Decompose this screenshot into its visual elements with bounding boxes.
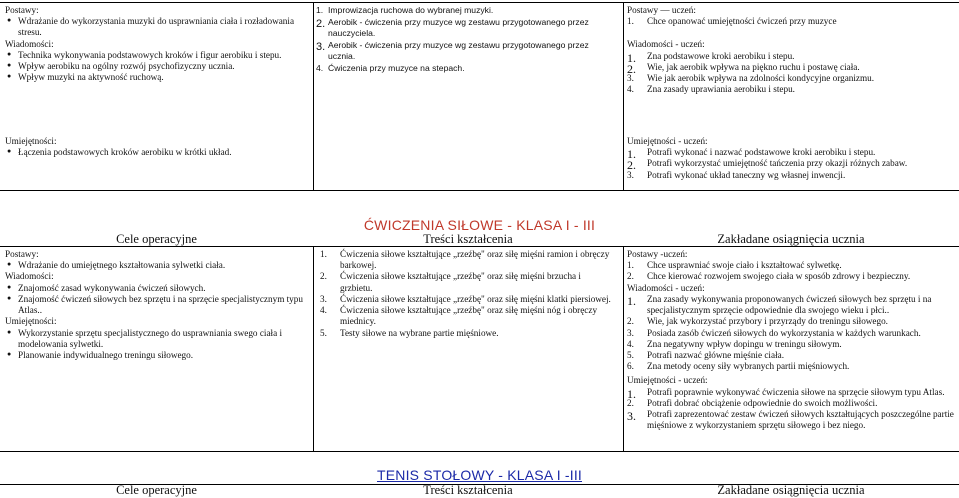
postawy-label: Postawy:	[5, 5, 39, 15]
top-border	[0, 2, 959, 3]
list-item: 2. Wie, jak aerobik wpływa na piękno ruchu i postawę ciała.	[627, 61, 860, 76]
list-item: 4. Ćwiczenia przy muzyce na stepach.	[316, 62, 465, 73]
wiadomosci-list	[5, 50, 307, 84]
list-item: 1. Potrafi poprawnie wykonywać ćwiczenia siłowe na sprzęcie siłowym typu Atlas.	[627, 386, 945, 401]
list-item: 1. Ćwiczenia siłowe kształtujące „rzeźbę" oraz siłę mięśni ramion i obręczy barkowej.	[320, 249, 610, 271]
list-item: 2. Chce kierować rozwojem swojego ciała w sposób zdrowy i bezpieczny.	[627, 271, 911, 282]
wiadomosci-uczen-list	[627, 294, 955, 373]
list-item: 3. Potrafi wykonać układ taneczny wg własnej inwencji.	[627, 169, 846, 180]
list-item: 4. Zna negatywny wpływ dopingu w treningu siłowym.	[627, 338, 842, 349]
column-header-goals: Cele operacyjne	[116, 483, 197, 497]
postawy-list	[5, 260, 307, 271]
list-item: 4. Zna zasady uprawiania aerobiku i stepu.	[627, 84, 795, 95]
section1-goals-cell	[5, 5, 307, 84]
list-item: 3. Ćwiczenia siłowe kształtujące „rzeźbę" oraz siłę mięśni klatki piersiowej.	[320, 293, 611, 304]
wiadomosci-uczen-label: Wiadomości - uczeń:	[627, 39, 705, 50]
list-item: ● Technika wykonywania podstawowych kroków i figur aerobiku i stepu.	[18, 50, 307, 61]
list-item: 1. Chce opanować umiejętności ćwiczeń przy muzyce	[627, 16, 837, 27]
list-item: 3. Posiada zasób ćwiczeń siłowych do wykorzystania w każdych warunkach.	[627, 327, 921, 338]
wiadomosci-uczen-list	[627, 51, 955, 96]
umiejetnosci-uczen-label: Umiejętności - uczeń:	[627, 375, 708, 386]
section2-outcomes-cell	[627, 249, 955, 432]
column-header-content: Treści kształcenia	[423, 483, 513, 497]
wiadomosci-label: Wiadomości:	[5, 38, 54, 49]
list-item: ● Wpływ muzyki na aktywność ruchową.	[18, 72, 307, 83]
column-header-content: Treści kształcenia	[423, 232, 513, 246]
list-item: ● Znajomość ćwiczeń siłowych bez sprzętu i na sprzęcie specjalistycznym typu Atlas..	[18, 294, 307, 316]
list-item: 1. Zna podstawowe kroki aerobiku i stepu.	[627, 50, 795, 65]
umiejetnosci-list	[5, 147, 307, 158]
umiejetnosci-uczen-list	[627, 387, 955, 432]
section1-skills-cell	[5, 136, 307, 158]
section2-content-cell	[320, 249, 615, 339]
wiadomosci-uczen-label: Wiadomości - uczeń:	[627, 282, 705, 293]
column-header-outcomes: Zakładane osiągnięcia ucznia	[717, 483, 865, 497]
list-item: 6. Zna metody oceny siły wybranych partii mięśniowych.	[627, 361, 850, 372]
list-item: 3. Potrafi zaprezentować zestaw ćwiczeń siłowych kształtujących poszczególne partie mięśniowe z wykorzystaniem sprzętu siłowego i bez niego.	[627, 409, 954, 431]
list-item: ● Znajomość zasad wykonywania ćwiczeń siłowych.	[18, 283, 307, 294]
list-item: 3. Aerobik - ćwiczenia przy muzyce wg zestawu przygotowanego przez ucznia.	[316, 39, 589, 62]
umiejetnosci-label: Umiejętności:	[5, 316, 57, 327]
list-item: ● Łączenia podstawowych kroków aerobiku w krótki układ.	[18, 147, 307, 158]
section3-title: TENIS STOŁOWY - KLASA I -III	[376, 467, 583, 483]
postawy-uczen-label: Postawy — uczeń:	[627, 5, 696, 15]
list-item: 5. Potrafi nazwać główne mięśnie ciała.	[627, 349, 784, 360]
postawy-uczen-label: Postawy -uczeń:	[627, 249, 688, 259]
list-item: 2. Aerobik - ćwiczenia przy muzyce wg zestawu przygotowanego przez nauczyciela.	[316, 16, 589, 39]
list-item: 5. Testy siłowe na wybrane partie mięśniowe.	[320, 327, 499, 338]
list-item: 3. Wie jak aerobik wpływa na zdolności kondycyjne organizmu.	[627, 73, 875, 84]
postawy-uczen-list	[627, 260, 955, 282]
umiejetnosci-list	[5, 328, 307, 362]
list-item: 2. Wie, jak wykorzystać przybory i przyrządy do treningu siłowego.	[627, 316, 888, 327]
list-item: 1. Zna zasady wykonywania proponowanych ćwiczeń siłowych bez sprzętu i na specjalistycznym sprzęcie odpowiednie dla swojego wieku i płci..	[627, 293, 932, 316]
column-header-outcomes: Zakładane osiągnięcia ucznia	[717, 232, 865, 246]
section1-bottom-border	[0, 190, 959, 191]
section2-divider-2	[623, 246, 624, 451]
postawy-uczen-list	[627, 16, 955, 27]
umiejetnosci-uczen-list	[627, 147, 955, 181]
list-item: ● Wdrażanie do wykorzystania muzyki do usprawniania ciała i rozładowania stresu.	[18, 16, 307, 38]
section1-outcomes-cell	[627, 5, 955, 96]
content-list	[316, 5, 614, 75]
wiadomosci-list	[5, 283, 307, 317]
list-item: 1. Potrafi wykonać i nazwać podstawowe kroki aerobiku i stepu.	[627, 147, 876, 162]
section1-divider-1	[313, 2, 314, 190]
list-item: 2. Ćwiczenia siłowe kształtujące „rzeźbę" oraz siłę mięśni brzucha i grzbietu.	[320, 271, 581, 293]
postawy-list	[5, 16, 307, 38]
list-item: ● Wdrażanie do umiejętnego kształtowania sylwetki ciała.	[18, 260, 307, 271]
list-item: 1. Improwizacja ruchowa do wybranej muzyki.	[316, 5, 494, 15]
content-list	[320, 249, 615, 339]
list-item: 1. Chce usprawniać swoje ciało i kształtować sylwetkę.	[627, 260, 842, 271]
list-item: 4. Ćwiczenia siłowe kształtujące „rzeźbę" oraz siłę mięśni nóg i obręczy miednicy.	[320, 305, 598, 327]
list-item: ● Wykorzystanie sprzętu specjalistycznego do usprawniania swego ciała i modelowania sylwetki.	[18, 328, 307, 350]
list-item: ● Planowanie indywidualnego treningu siłowego.	[18, 350, 307, 361]
list-item: 2. Potrafi dobrać obciążenie odpowiednie do swoich możliwości.	[627, 397, 878, 408]
section2-title: ĆWICZENIA SIŁOWE - KLASA I - III	[363, 217, 596, 233]
umiejetnosci-label: Umiejętności:	[5, 136, 57, 146]
wiadomosci-label: Wiadomości:	[5, 271, 54, 282]
column-header-goals: Cele operacyjne	[116, 232, 197, 246]
postawy-label: Postawy:	[5, 249, 39, 259]
section2-divider-1	[313, 246, 314, 451]
list-item: 2. Potrafi wykorzystać umiejętność tańczenia przy okazji różnych zabaw.	[627, 158, 908, 173]
section2-bottom-border	[0, 451, 959, 452]
section1-divider-2	[623, 2, 624, 190]
section1-content-cell	[316, 5, 614, 75]
section2-goals-cell	[5, 249, 307, 361]
umiejetnosci-uczen-label: Umiejętności - uczeń:	[627, 136, 708, 146]
section1-skills-outcomes-cell	[627, 136, 955, 181]
list-item: ● Wpływ aerobiku na ogólny rozwój psychofizyczny ucznia.	[18, 61, 307, 72]
